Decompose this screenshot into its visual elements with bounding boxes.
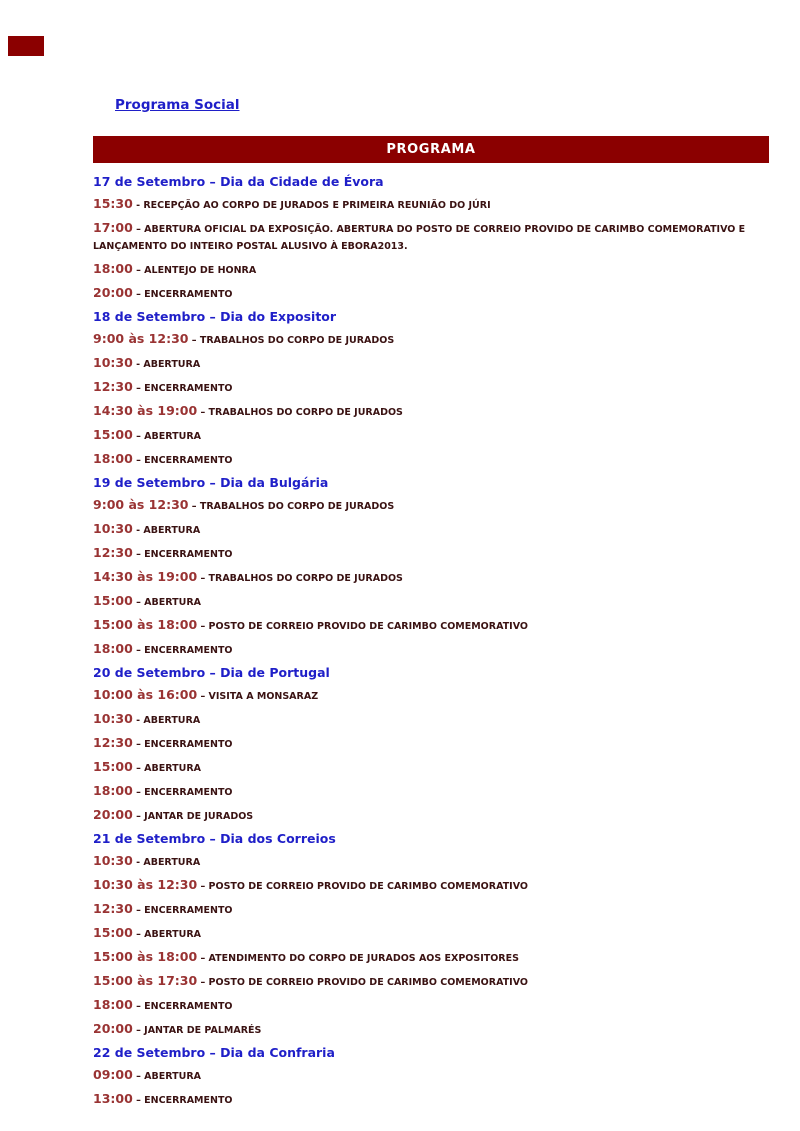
entry-time: 10:30 xyxy=(93,711,133,726)
schedule-entry xyxy=(93,949,771,966)
entry-time: 18:00 xyxy=(93,783,133,798)
schedule-entry xyxy=(93,331,771,348)
entry-description: – JANTAR DE PALMARÉS xyxy=(132,1025,262,1036)
entry-description: – ENCERRAMENTO xyxy=(132,289,233,300)
entry-description: - ABERTURA xyxy=(132,715,201,726)
entry-time: 14:30 às 19:00 xyxy=(93,569,198,584)
schedule-entry xyxy=(93,641,771,658)
entry-time: 15:00 xyxy=(93,925,133,940)
entry-description: – POSTO DE CORREIO PROVIDO DE CARIMBO COMEMORATIVO xyxy=(197,621,528,632)
entry-description: – JANTAR DE JURADOS xyxy=(132,811,254,822)
entry-time: 18:00 xyxy=(93,261,133,276)
schedule-entry xyxy=(93,196,771,213)
schedule-entry xyxy=(93,901,771,918)
entry-description: – ABERTURA xyxy=(132,929,201,940)
entry-time: 18:00 xyxy=(93,641,133,656)
entry-description: – POSTO DE CORREIO PROVIDO DE CARIMBO COMEMORATIVO xyxy=(197,881,528,892)
day-heading: 20 de Setembro – Dia de Portugal xyxy=(93,665,330,680)
schedule-entry xyxy=(93,711,771,728)
entry-description: – ABERTURA xyxy=(132,431,201,442)
entry-time: 12:30 xyxy=(93,379,133,394)
schedule-entry xyxy=(93,925,771,942)
schedule-entry xyxy=(93,1067,771,1084)
schedule-entry xyxy=(93,545,771,562)
entry-time: 12:30 xyxy=(93,901,133,916)
day-heading: 22 de Setembro – Dia da Confraria xyxy=(93,1045,335,1060)
programa-banner xyxy=(93,136,769,163)
programa-social-link[interactable]: Programa Social xyxy=(115,97,240,113)
schedule-entry xyxy=(93,783,771,800)
entry-time: 14:30 às 19:00 xyxy=(93,403,198,418)
entry-description: – POSTO DE CORREIO PROVIDO DE CARIMBO COMEMORATIVO xyxy=(197,977,528,988)
schedule-entry xyxy=(93,997,771,1014)
entry-description: – TRABALHOS DO CORPO DE JURADOS xyxy=(197,573,403,584)
entry-description: – ENCERRAMENTO xyxy=(132,549,233,560)
schedule-entry xyxy=(93,521,771,538)
entry-description: – ABERTURA xyxy=(132,1071,201,1082)
corner-red-rectangle xyxy=(8,36,44,56)
entry-description: - RECEPÇÃO AO CORPO DE JURADOS E PRIMEIRA REUNIÃO DO JÚRI xyxy=(132,200,491,211)
entry-description: – ENCERRAMENTO xyxy=(132,1001,233,1012)
schedule-entry xyxy=(93,379,771,396)
day-heading: 18 de Setembro – Dia do Expositor xyxy=(93,309,337,324)
entry-description: – ENCERRAMENTO xyxy=(132,739,233,750)
entry-time: 18:00 xyxy=(93,451,133,466)
entry-time: 20:00 xyxy=(93,1021,133,1036)
schedule-list xyxy=(93,174,771,1115)
entry-description: - ABERTURA xyxy=(132,359,201,370)
entry-description: – VISITA A MONSARAZ xyxy=(197,691,319,702)
schedule-entry xyxy=(93,593,771,610)
entry-time: 15:00 às 18:00 xyxy=(93,949,198,964)
entry-description: – TRABALHOS DO CORPO DE JURADOS xyxy=(197,407,403,418)
schedule-entry xyxy=(93,687,771,704)
entry-time: 9:00 às 12:30 xyxy=(93,331,189,346)
entry-description: – ENCERRAMENTO xyxy=(132,905,233,916)
entry-description: – ALENTEJO DE HONRA xyxy=(132,265,257,276)
entry-description: – ENCERRAMENTO xyxy=(132,455,233,466)
schedule-entry xyxy=(93,403,771,420)
day-heading: 17 de Setembro – Dia da Cidade de Évora xyxy=(93,174,384,189)
entry-time: 10:30 xyxy=(93,521,133,536)
entry-time: 20:00 xyxy=(93,285,133,300)
schedule-entry xyxy=(93,1091,771,1108)
schedule-entry xyxy=(93,1021,771,1038)
schedule-entry xyxy=(93,973,771,990)
schedule-entry xyxy=(93,735,771,752)
schedule-entry xyxy=(93,497,771,514)
entry-time: 10:30 xyxy=(93,355,133,370)
entry-description: – ENCERRAMENTO xyxy=(132,787,233,798)
entry-time: 15:00 às 17:30 xyxy=(93,973,198,988)
entry-description: – ABERTURA OFICIAL DA EXPOSIÇÃO. ABERTURA DO POSTO DE CORREIO PROVIDO DE CARIMBO COMEMORATIVO E LANÇAMENTO DO INTEIRO POSTAL ALUSIVO À EBORA2013. xyxy=(93,224,746,252)
entry-time: 10:30 às 12:30 xyxy=(93,877,198,892)
entry-time: 15:30 xyxy=(93,196,133,211)
schedule-entry xyxy=(93,355,771,372)
entry-time: 09:00 xyxy=(93,1067,133,1082)
entry-time: 13:00 xyxy=(93,1091,133,1106)
entry-description: – ATENDIMENTO DO CORPO DE JURADOS AOS EXPOSITORES xyxy=(197,953,519,964)
entry-time: 9:00 às 12:30 xyxy=(93,497,189,512)
schedule-entry xyxy=(93,759,771,776)
schedule-entry xyxy=(93,569,771,586)
entry-description: – ENCERRAMENTO xyxy=(132,1095,233,1106)
banner-title: PROGRAMA xyxy=(386,142,476,157)
entry-description: – ABERTURA xyxy=(132,597,201,608)
schedule-entry xyxy=(93,220,771,254)
day-heading: 19 de Setembro – Dia da Bulgária xyxy=(93,475,329,490)
entry-time: 15:00 às 18:00 xyxy=(93,617,198,632)
schedule-entry xyxy=(93,807,771,824)
entry-time: 12:30 xyxy=(93,545,133,560)
entry-description: - ABERTURA xyxy=(132,525,201,536)
entry-description: – ENCERRAMENTO xyxy=(132,383,233,394)
entry-time: 15:00 xyxy=(93,427,133,442)
schedule-entry xyxy=(93,427,771,444)
schedule-entry xyxy=(93,451,771,468)
entry-description: – TRABALHOS DO CORPO DE JURADOS xyxy=(188,335,395,346)
entry-time: 18:00 xyxy=(93,997,133,1012)
entry-description: – ABERTURA xyxy=(132,763,201,774)
entry-description: – ENCERRAMENTO xyxy=(132,645,233,656)
entry-time: 15:00 xyxy=(93,593,133,608)
entry-description: - ABERTURA xyxy=(132,857,201,868)
entry-time: 20:00 xyxy=(93,807,133,822)
schedule-entry xyxy=(93,261,771,278)
entry-time: 10:00 às 16:00 xyxy=(93,687,198,702)
day-heading: 21 de Setembro – Dia dos Correios xyxy=(93,831,336,846)
entry-time: 15:00 xyxy=(93,759,133,774)
entry-time: 17:00 xyxy=(93,220,133,235)
schedule-entry xyxy=(93,853,771,870)
schedule-entry xyxy=(93,877,771,894)
schedule-entry xyxy=(93,617,771,634)
entry-time: 10:30 xyxy=(93,853,133,868)
schedule-entry xyxy=(93,285,771,302)
entry-time: 12:30 xyxy=(93,735,133,750)
entry-description: – TRABALHOS DO CORPO DE JURADOS xyxy=(188,501,395,512)
